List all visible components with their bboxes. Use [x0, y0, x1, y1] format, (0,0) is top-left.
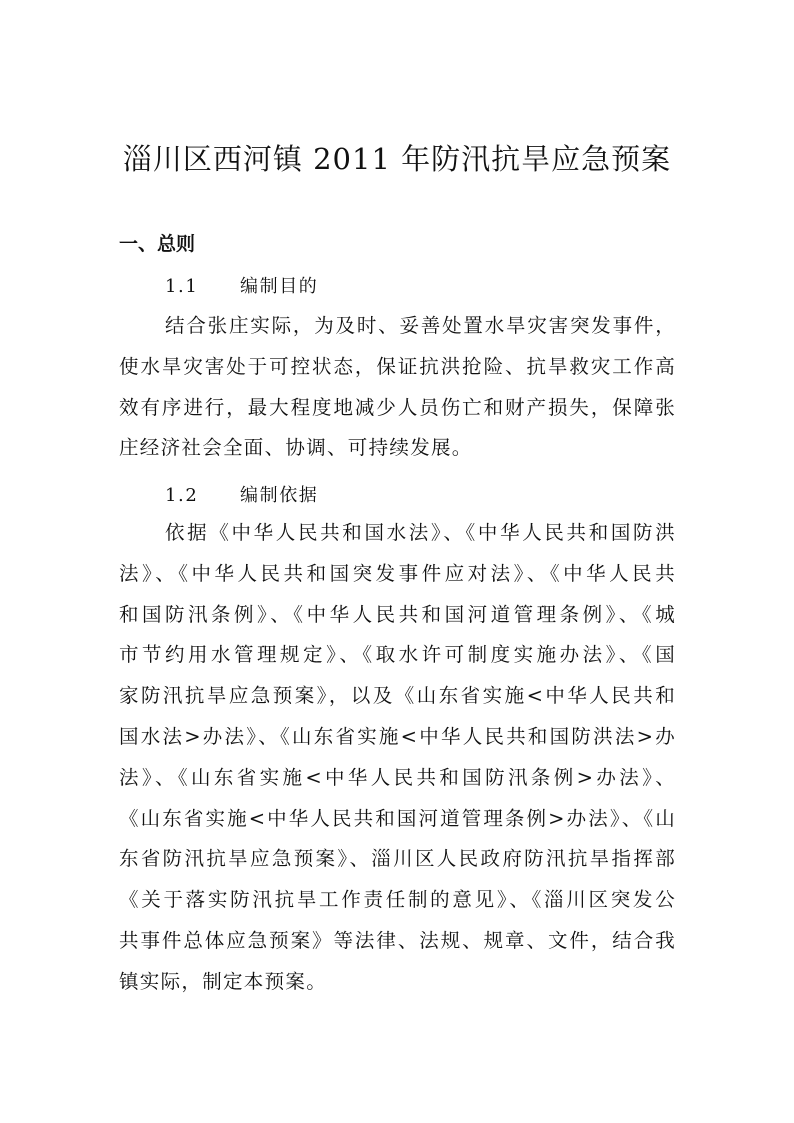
paragraph-line: 效有序进行，最大程度地减少人员伤亡和财产损失，保障张 [119, 395, 676, 419]
paragraph-line: 结合张庄实际，为及时、妥善处置水旱灾害突发事件， [165, 314, 676, 337]
subsection-number: 1.2 [165, 485, 199, 506]
section-heading-general: 一、总则 [119, 233, 196, 255]
paragraph-line: 国水法>办法》、《山东省实施<中华人民共和国防洪法>办 [119, 724, 676, 748]
paragraph-line: 使水旱灾害处于可控状态，保证抗洪抢险、抗旱救灾工作高 [119, 354, 676, 378]
paragraph-line: 依据《中华人民共和国水法》、《中华人民共和国防洪 [165, 521, 676, 544]
subsection-heading-basis [165, 481, 318, 507]
paragraph-line: 市节约用水管理规定》、《取水许可制度实施办法》、《国 [119, 643, 676, 667]
paragraph-line: 庄经济社会全面、协调、可持续发展。 [119, 436, 473, 460]
paragraph-purpose [119, 306, 676, 469]
paragraph-basis [119, 513, 676, 1003]
paragraph-line: 家防汛抗旱应急预案》，以及《山东省实施<中华人民共和 [119, 684, 676, 708]
paragraph-line: 《关于落实防汛抗旱工作责任制的意见》、《淄川区突发公 [119, 888, 676, 912]
paragraph-line: 东省防汛抗旱应急预案》、淄川区人民政府防汛抗旱指挥部 [119, 847, 676, 871]
paragraph-line: 法》、《山东省实施<中华人民共和国防汛条例>办法》、 [119, 765, 676, 789]
subsection-label: 编制依据 [240, 485, 319, 506]
subsection-number: 1.1 [165, 276, 199, 297]
paragraph-line: 法》、《中华人民共和国突发事件应对法》、《中华人民共 [119, 561, 676, 585]
paragraph-line: 镇实际，制定本预案。 [119, 969, 328, 993]
paragraph-line: 和国防汛条例》、《中华人民共和国河道管理条例》、《城 [119, 602, 676, 626]
subsection-heading-purpose [165, 272, 318, 298]
paragraph-line: 共事件总体应急预案》等法律、法规、规章、文件，结合我 [119, 928, 676, 952]
paragraph-line: 《山东省实施<中华人民共和国河道管理条例>办法》、《山 [119, 806, 676, 830]
subsection-label: 编制目的 [240, 276, 319, 297]
document-title: 淄川区西河镇 2011 年防汛抗旱应急预案 [122, 142, 672, 176]
